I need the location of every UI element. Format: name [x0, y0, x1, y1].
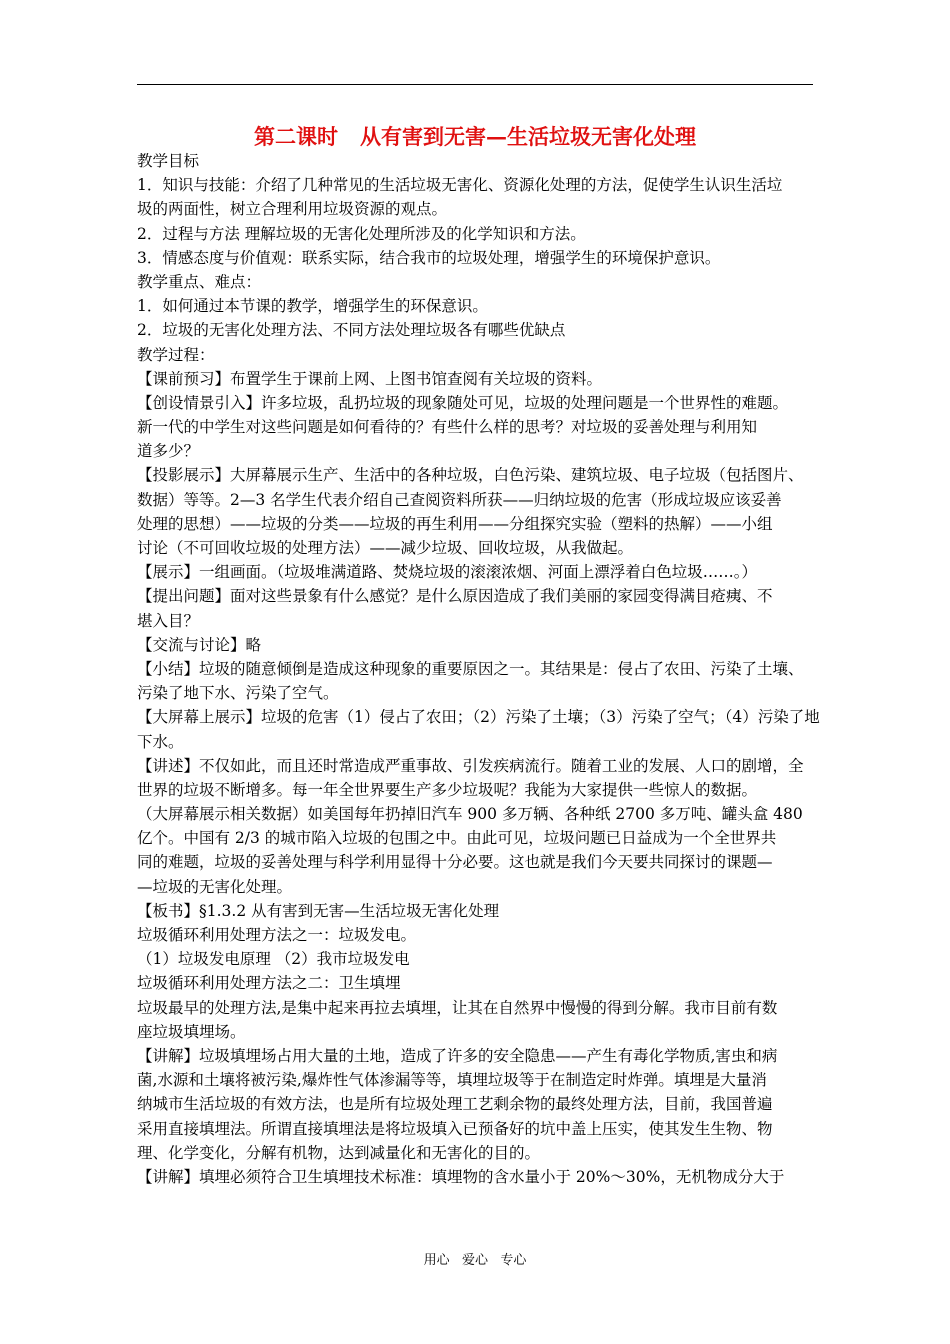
text-line: 2．垃圾的无害化处理方法、不同方法处理垃圾各有哪些优缺点 — [137, 321, 566, 340]
text-line: 理、化学变化，分解有机物，达到减量化和无害化的目的。 — [137, 1143, 541, 1162]
text-line: （1）垃圾发电原理 （2）我市垃圾发电 — [137, 950, 410, 969]
text-line: 教学重点、难点： — [137, 272, 262, 291]
text-line: 【讲解】垃圾填埋场占用大量的土地，造成了许多的安全隐患——产生有毒化学物质,害虫和病 — [137, 1046, 778, 1065]
text-line: 教学过程： — [137, 345, 215, 364]
text-line: 纳城市生活垃圾的有效方法，也是所有垃圾处理工艺剩余物的最终处理方法，目前，我国普遍 — [137, 1095, 773, 1114]
text-line: 圾的两面性，树立合理利用垃圾资源的观点。 — [137, 200, 448, 219]
text-line: 座垃圾填埋场。 — [137, 1022, 246, 1041]
text-line: 菌,水源和土壤将被污染,爆炸性气体渗漏等等，填埋垃圾等于在制造定时炸弹。填埋是大量消 — [137, 1071, 767, 1090]
page-footer: 用心 爱心 专心 — [423, 1253, 527, 1268]
text-line: 污染了地下水、污染了空气。 — [137, 684, 339, 703]
text-line: （大屏幕展示相关数据）如美国每年扔掉旧汽车 900 多万辆、各种纸 2700 多万吨、罐头盒 480 — [137, 805, 803, 824]
text-line: 新一代的中学生对这些问题是如何看待的？有些什么样的思考？对垃圾的妥善处理与利用知 — [137, 418, 758, 437]
text-line: 堪入目？ — [137, 611, 200, 630]
text-line: 【创设情景引入】许多垃圾，乱扔垃圾的现象随处可见，垃圾的处理问题是一个世界性的难题。 — [137, 393, 789, 412]
text-line: 【展示】一组画面。（垃圾堆满道路、焚烧垃圾的滚滚浓烟、河面上漂浮着白色垃圾……。） — [137, 563, 758, 582]
text-line: 垃圾最早的处理方法,是集中起来再拉去填埋，让其在自然界中慢慢的得到分解。我市目前有数 — [137, 998, 778, 1017]
text-line: 采用直接填埋法。所谓直接填埋法是将垃圾填入已预备好的坑中盖上压实，使其发生生物、物 — [137, 1119, 773, 1138]
text-line: 【小结】垃圾的随意倾倒是造成这种现象的重要原因之一。其结果是：侵占了农田、污染了土壤、 — [137, 659, 804, 678]
text-line: 世界的垃圾不断增多。每一年全世界要生产多少垃圾呢？我能为大家提供一些惊人的数据。 — [137, 780, 758, 799]
text-line: 处理的思想）——垃圾的分类——垃圾的再生利用——分组探究实验（塑料的热解）——小组 — [137, 514, 773, 533]
text-line: 【板书】§1.3.2 从有害到无害—生活垃圾无害化处理 — [137, 901, 500, 920]
text-line: 3．情感态度与价值观：联系实际，结合我市的垃圾处理，增强学生的环境保护意识。 — [137, 248, 721, 267]
text-line: 垃圾循环利用处理方法之一：垃圾发电。 — [137, 926, 417, 944]
text-line: —垃圾的无害化处理。 — [137, 877, 293, 896]
page-title: 第二课时 从有害到无害—生活垃圾无害化处理 — [254, 124, 696, 149]
text-line: 1．知识与技能：介绍了几种常见的生活垃圾无害化、资源化处理的方法，促使学生认识生活垃 — [137, 176, 783, 195]
text-line: 【交流与讨论】略 — [137, 635, 262, 654]
text-line: 道多少？ — [137, 442, 200, 461]
text-line: 2．过程与方法 理解垃圾的无害化处理所涉及的化学知识和方法。 — [137, 224, 586, 243]
header-rule — [137, 84, 813, 85]
text-line: 亿个。中国有 2/3 的城市陷入垃圾的包围之中。由此可见，垃圾问题已日益成为一个全世界共 — [137, 829, 777, 848]
text-line: 下水。 — [137, 732, 184, 751]
text-line: 【课前预习】布置学生于课前上网、上图书馆查阅有关垃圾的资料。 — [137, 369, 603, 388]
text-line: 讨论（不可回收垃圾的处理方法）——减少垃圾、回收垃圾，从我做起。 — [137, 539, 634, 557]
text-line: 同的难题，垃圾的妥善处理与科学利用显得十分必要。这也就是我们今天要共同探讨的课题— — [137, 853, 773, 872]
text-line: 垃圾循环利用处理方法之二：卫生填埋 — [137, 974, 401, 993]
text-line: 1．如何通过本节课的教学，增强学生的环保意识。 — [137, 297, 488, 316]
text-line: 数据）等等。2—3 名学生代表介绍自己查阅资料所获——归纳垃圾的危害（形成垃圾应该妥善 — [137, 490, 782, 509]
text-line: 【大屏幕上展示】垃圾的危害（1）侵占了农田；（2）污染了土壤；（3）污染了空气；（4）污染了地 — [137, 708, 820, 727]
text-line: 【投影展示】大屏幕展示生产、生活中的各种垃圾，白色污染、建筑垃圾、电子垃圾（包括图片、 — [137, 466, 804, 485]
document-body — [137, 149, 823, 1189]
text-line: 教学目标 — [137, 152, 200, 170]
text-line: 【提出问题】面对这些景象有什么感觉？是什么原因造成了我们美丽的家园变得满目疮痍、不 — [137, 587, 773, 606]
text-line: 【讲解】填埋必须符合卫生填埋技术标准：填埋物的含水量小于 20%～30%，无机物成分大于 — [137, 1167, 785, 1186]
text-line: 【讲述】不仅如此，而且还时常造成严重事故、引发疾病流行。随着工业的发展、人口的剧增，全 — [137, 756, 804, 775]
